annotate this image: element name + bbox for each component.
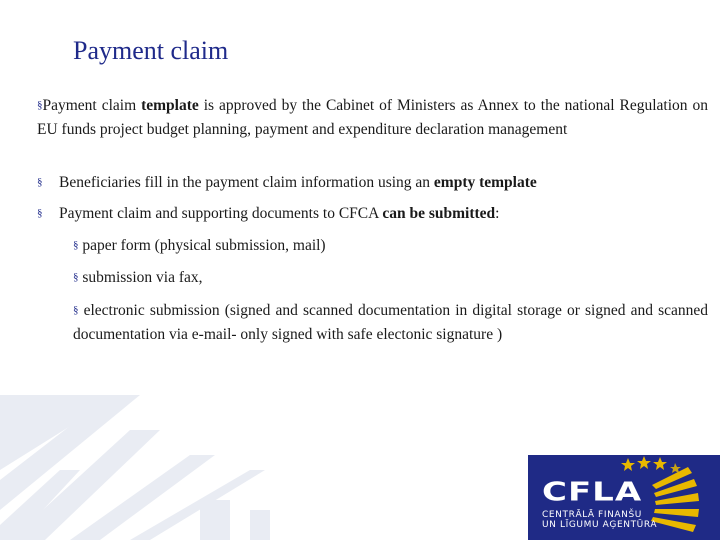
logo-subtitle-line-2: UN LĪGUMU AĢENTŪRA [542,519,658,530]
square-bullet-icon: § [37,207,43,219]
logo-subtitle [542,511,657,530]
list-item [37,203,708,227]
sub-item-text: electronic submission (signed and scanned documentation in digital storage or signed and scanned documentation via e-mail- only signed with safe electonic signature ) [73,302,708,343]
intro-paragraph [37,95,708,140]
item-text: Beneficiaries fill in the payment claim information using an [59,174,434,191]
item-text-bold: empty template [433,174,537,191]
slide-title: Payment claim [73,36,229,65]
sub-list-item [73,300,708,345]
sub-list-item [73,267,708,291]
intro-text-2: is approved by the Cabinet of Ministers as Annex to the national Regulation on EU funds project budget planning, payment and expenditure declaration management [37,97,708,138]
sub-item-text: paper form (physical submission, mail) [78,237,326,254]
square-bullet-icon: § [37,176,43,188]
sub-item-text: submission via fax, [78,269,203,286]
square-bullet-icon: § [37,99,43,111]
logo-wordmark: CFLA [542,477,643,507]
logo-subtitle-line-1: CENTRĀLĀ FINANŠU [542,510,642,520]
list-item [37,172,708,196]
cfla-logo [528,455,720,540]
square-bullet-icon: § [73,271,79,283]
item-text: Payment claim and supporting documents to CFCA [59,205,383,222]
square-bullet-icon: § [73,239,79,251]
intro-text-1: Payment claim [42,97,142,114]
item-text-bold: can be submitted [382,205,496,222]
square-bullet-icon: § [73,304,79,316]
sub-list-item [73,235,708,259]
intro-text-bold: template [141,97,199,114]
item-text-end: : [495,205,500,222]
